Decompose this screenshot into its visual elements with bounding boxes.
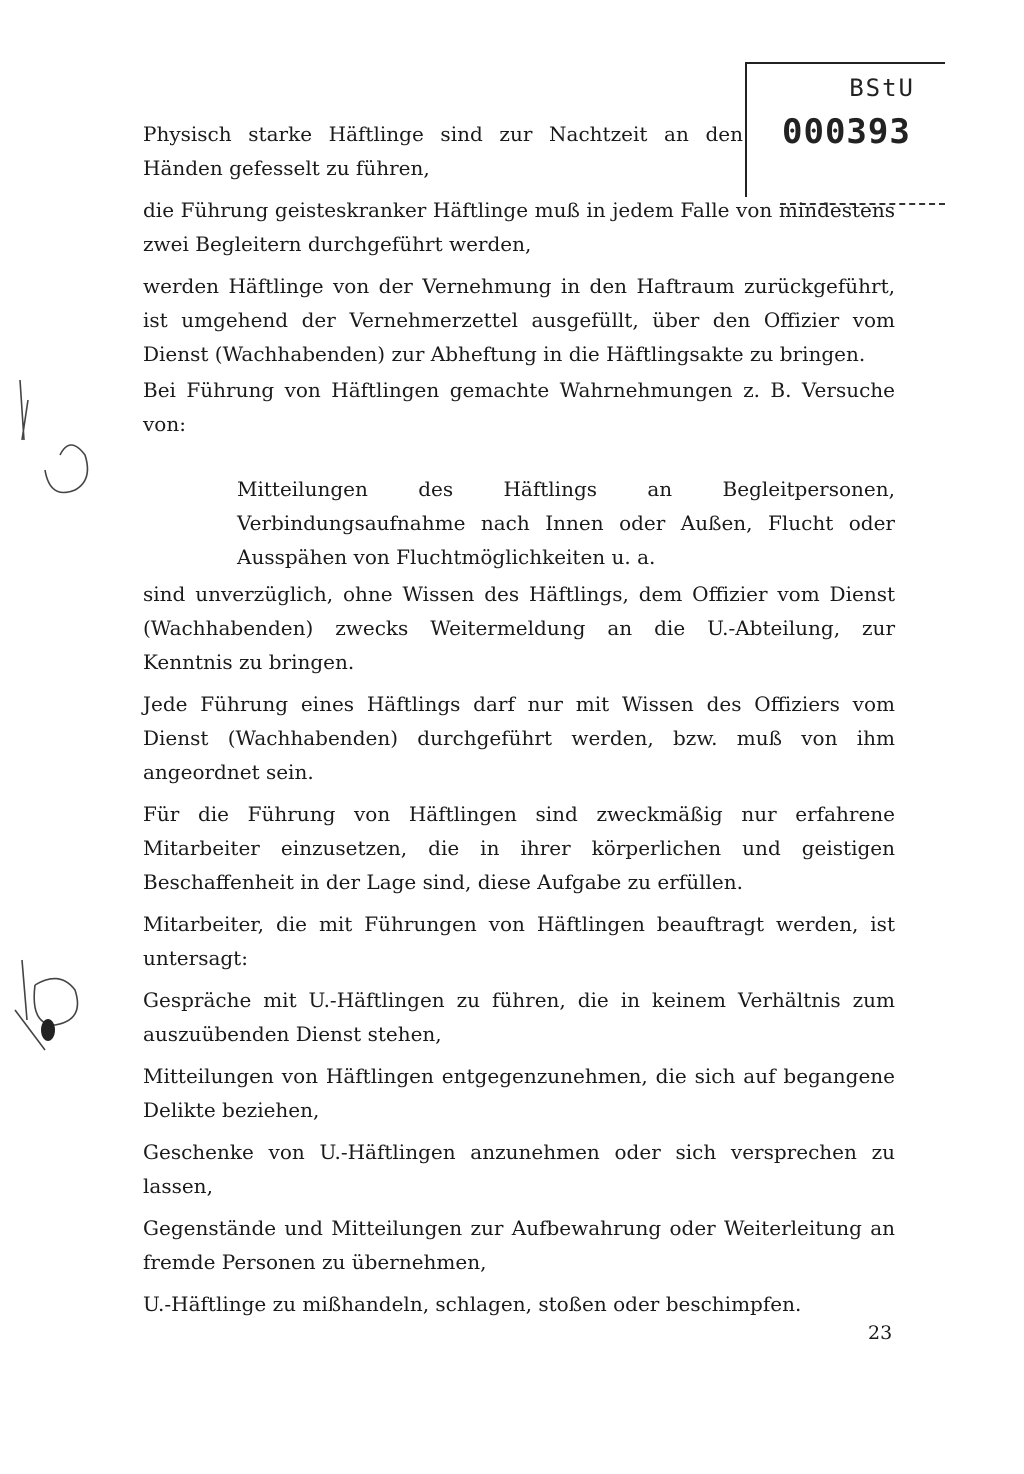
paragraph-5: sind unverzüglich, ohne Wissen des Häftlings, dem Offizier vom Dienst (Wachhabenden) zwecks Weitermeldung an die U.-Abteilung, zur Kenntnis zu bringen. [143,582,895,674]
main-text-bottom [143,577,895,1321]
paragraph-4: Bei Führung von Häftlingen gemachte Wahrnehmungen z. B. Versuche von: [143,378,895,436]
paragraph-10: Mitteilungen von Häftlingen entgegenzunehmen, die sich auf begangene Delikte beziehen, [143,1064,895,1122]
paragraph-12: Gegenstände und Mitteilungen zur Aufbewahrung oder Weiterleitung an fremde Personen zu übernehmen, [143,1216,895,1274]
paragraph-3: werden Häftlinge von der Vernehmung in den Haftraum zurückgeführt, ist umgehend der Vernehmerzettel ausgefüllt, über den Offizier vom Dienst (Wachhabenden) zur Abheftung in die Häftlingsakte zu bringen. [143,274,895,366]
margin-scribbles [0,0,130,1120]
stamp-number: 000393 [782,112,911,152]
page-number: 23 [868,1322,893,1344]
indented-list [237,472,895,574]
paragraph-9: Gespräche mit U.-Häftlingen zu führen, die in keinem Verhältnis zum auszuübenden Dienst stehen, [143,988,895,1046]
main-text-top [143,117,895,441]
paragraph-11: Geschenke von U.-Häftlingen anzunehmen oder sich versprechen zu lassen, [143,1140,895,1198]
paragraph-13: U.-Häftlinge zu mißhandeln, schlagen, stoßen oder beschimpfen. [143,1292,802,1316]
paragraph-2: die Führung geisteskranker Häftlinge muß in jedem Falle von mindestens zwei Begleitern durchgeführt werden, [143,198,895,256]
paragraph-7: Für die Führung von Häftlingen sind zweckmäßig nur erfahrene Mitarbeiter einzusetzen, die in ihrer körperlichen und geistigen Beschaffenheit in der Lage sind, diese Aufgabe zu erfüllen. [143,802,895,894]
paragraph-6: Jede Führung eines Häftlings darf nur mit Wissen des Offiziers vom Dienst (Wachhabenden) durchgeführt werden, bzw. muß von ihm angeordnet sein. [143,692,895,784]
paragraph-8: Mitarbeiter, die mit Führungen von Häftlingen beauftragt werden, ist untersagt: [143,912,895,970]
paragraph-1: Physisch starke Häftlinge sind zur Nachtzeit an den Händen gefesselt zu führen, [143,122,743,180]
indented-paragraph: Mitteilungen des Häftlings an Begleitpersonen, Verbindungsaufnahme nach Innen oder Außen, Flucht oder Ausspähen von Fluchtmöglichkeiten u. a. [237,477,895,569]
stamp-label: BStU [849,74,915,102]
